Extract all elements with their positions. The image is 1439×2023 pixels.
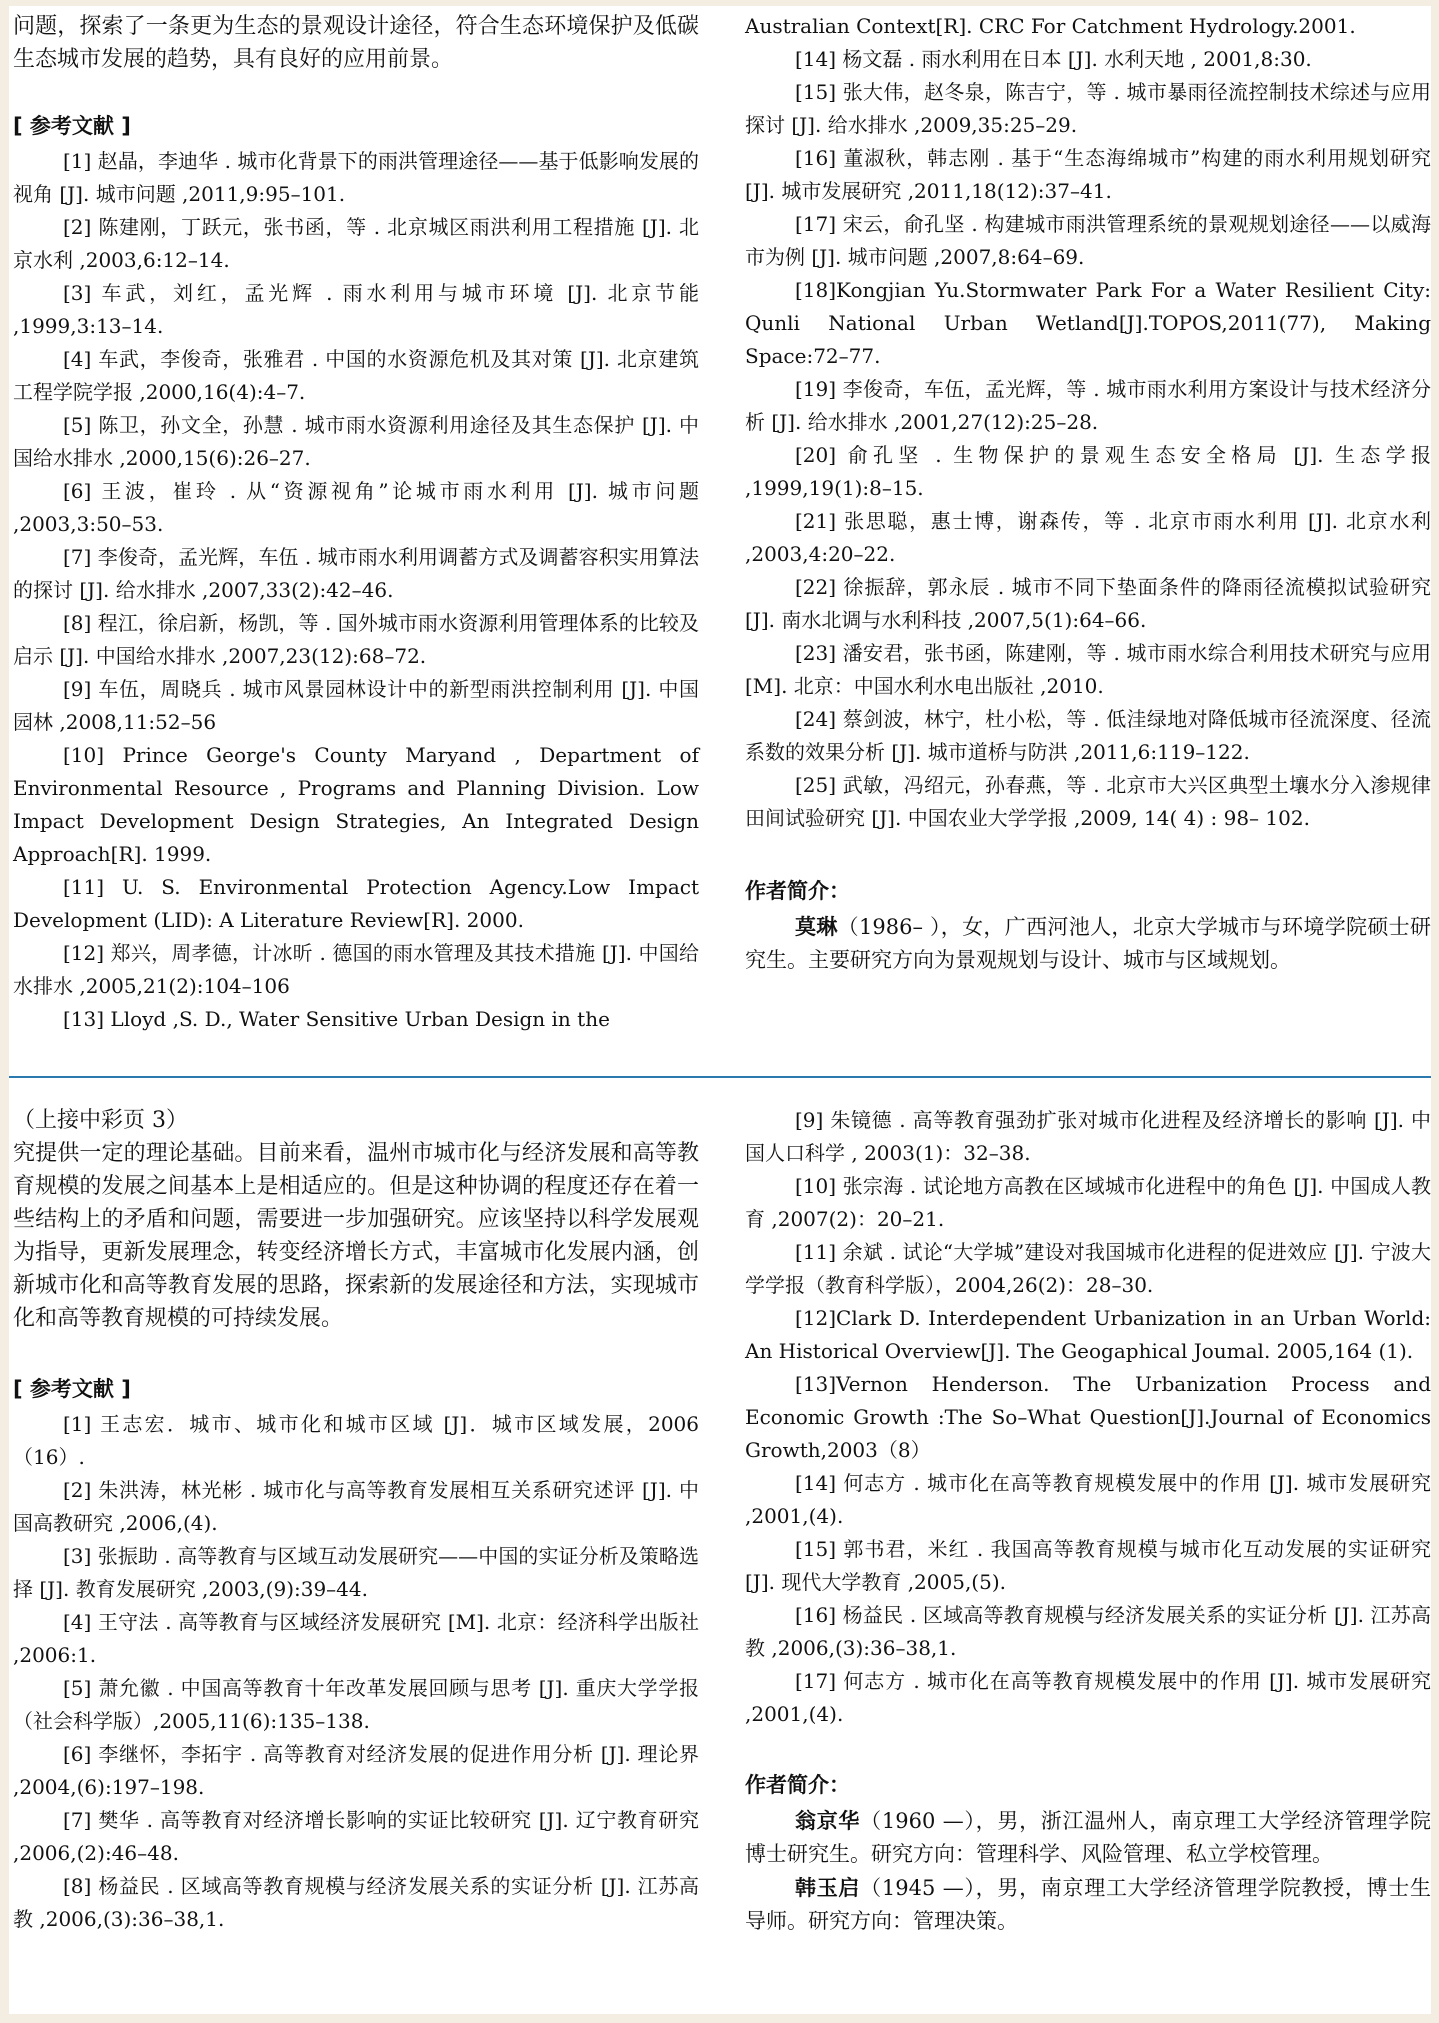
top-right-column [745, 10, 1431, 977]
reference-item: [2] 陈建刚，丁跃元，张书函，等 . 北京城区雨洪利用工程措施 [J]. 北京水利 ,2003,6:12–14. [13, 215, 699, 272]
references-list [13, 1408, 699, 1936]
reference-item: [3] 车武，刘红，孟光辉 . 雨水利用与城市环境 [J]. 北京节能 ,1999,3:13–14. [13, 281, 699, 338]
bottom-right-column [745, 1104, 1431, 1938]
reference-item: [6] 王波，崔玲 . 从“资源视角”论城市雨水利用 [J]. 城市问题 ,2003,3:50–53. [13, 479, 699, 536]
reference-item: [9] 朱镜德 . 高等教育强劲扩张对城市化进程及经济增长的影响 [J]. 中国人口科学 , 2003(1)：32–38. [745, 1108, 1431, 1165]
reference-item: [22] 徐振辞，郭永辰 . 城市不同下垫面条件的降雨径流模拟试验研究 [J]. 南水北调与水利科技 ,2007,5(1):64–66. [745, 575, 1431, 632]
reference-item: [16] 杨益民 . 区域高等教育规模与经济发展关系的实证分析 [J]. 江苏高教 ,2006,(3):36–38,1. [745, 1603, 1431, 1660]
author-bio [745, 1871, 1431, 1938]
reference-item: [11] U. S. Environmental Protection Agency.Low Impact Development (LID): A Literature Review[R]. 2000. [13, 875, 699, 932]
reference-item: [19] 李俊奇，车伍，孟光辉，等 . 城市雨水利用方案设计与技术经济分析 [J]. 给水排水 ,2001,27(12):25–28. [745, 377, 1431, 434]
conclusion-paragraph: 问题，探索了一条更为生态的景观设计途径，符合生态环境保护及低碳生态城市发展的趋势，具有良好的应用前景。 [13, 14, 699, 72]
reference-item: [14] 何志方 . 城市化在高等教育规模发展中的作用 [J]. 城市发展研究 ,2001,(4). [745, 1471, 1431, 1528]
reference-item: [7] 樊华 . 高等教育对经济增长影响的实证比较研究 [J]. 辽宁教育研究 ,2006,(2):46–48. [13, 1808, 699, 1865]
reference-item: [16] 董淑秋，韩志刚 . 基于“生态海绵城市”构建的雨水利用规划研究 [J]. 城市发展研究 ,2011,18(12):37–41. [745, 146, 1431, 203]
reference-item: [20] 俞孔坚 . 生物保护的景观生态安全格局 [J]. 生态学报 ,1999,19(1):8–15. [745, 443, 1431, 500]
reference-continuation: Australian Context[R]. CRC For Catchment Hydrology.2001. [745, 14, 1356, 38]
reference-item: [24] 蔡剑波，林宁，杜小松，等 . 低洼绿地对降低城市径流深度、径流系数的效果分析 [J]. 城市道桥与防洪 ,2011,6:119–122. [745, 707, 1431, 764]
reference-item: [6] 李继怀，李拓宇 . 高等教育对经济发展的促进作用分析 [J]. 理论界 ,2004,(6):197–198. [13, 1742, 699, 1799]
author-bios [745, 1804, 1431, 1938]
author-bio-heading: 作者简介： [745, 879, 850, 903]
reference-item: [3] 张振助 . 高等教育与区域互动发展研究——中国的实证分析及策略选择 [J]. 教育发展研究 ,2003,(9):39–44. [13, 1544, 699, 1601]
reference-item: [18]Kongjian Yu.Stormwater Park For a Water Resilient City: Qunli National Urban Wetland[J].TOPOS,2011(77), Making Space:72–77. [745, 278, 1431, 368]
author-bio-text: （1960 —），男，浙江温州人，南京理工大学经济管理学院博士研究生。研究方向：管理科学、风险管理、私立学校管理。 [745, 1809, 1431, 1866]
reference-item: [10] Prince George's County Maryand , Department of Environmental Resource , Programs and Planning Division. Low Impact Development Design Strategies, An Integrated Design Approach[R]. 1999. [13, 743, 699, 866]
reference-item: [17] 宋云，俞孔坚 . 构建城市雨洪管理系统的景观规划途径——以威海市为例 [J]. 城市问题 ,2007,8:64–69. [745, 212, 1431, 269]
conclusion-paragraph: 究提供一定的理论基础。目前来看，温州市城市化与经济发展和高等教育规模的发展之间基本上是相适应的。但是这种协调的程度还存在着一些结构上的矛盾和问题，需要进一步加强研究。应该坚持以科学发展观为指导，更新发展理念，转变经济增长方式，丰富城市化发展内涵，创新城市化和高等教育发展的思路，探索新的发展途径和方法，实现城市化和高等教育规模的可持续发展。 [13, 1141, 699, 1331]
author-bio [745, 910, 1431, 977]
reference-item: [1] 赵晶，李迪华 . 城市化背景下的雨洪管理途径——基于低影响发展的视角 [J]. 城市问题 ,2011,9:95–101. [13, 149, 699, 206]
top-article [9, 6, 1431, 1071]
author-name: 韩玉启 [795, 1875, 861, 1900]
author-bio-text: （1986– ），女，广西河池人，北京大学城市与环境学院硕士研究生。主要研究方向为景观规划与设计、城市与区域规划。 [745, 915, 1432, 972]
reference-item: [25] 武敏，冯绍元，孙春燕，等 . 北京市大兴区典型土壤水分入渗规律田间试验研究 [J]. 中国农业大学学报 ,2009, 14( 4) : 98– 102. [745, 773, 1431, 830]
reference-item: [23] 潘安君，张书函，陈建刚，等 . 城市雨水综合利用技术研究与应用 [M]. 北京：中国水利水电出版社 ,2010. [745, 641, 1431, 698]
reference-item: [2] 朱洪涛，林光彬 . 城市化与高等教育发展相互关系研究述评 [J]. 中国高教研究 ,2006,(4). [13, 1478, 699, 1535]
top-left-column [13, 10, 699, 1036]
reference-item: [13]Vernon Henderson. The Urbanization Process and Economic Growth :The So–What Question[J].Journal of Economics Growth,2003（8） [745, 1372, 1431, 1462]
references-heading: [ 参考文献 ] [13, 114, 131, 138]
reference-item: [1] 王志宏．城市、城市化和城市区域 [J]．城市区域发展，2006（16）. [13, 1412, 699, 1469]
article-divider [9, 1076, 1431, 1078]
author-name: 莫琳 [795, 914, 838, 939]
references-list [745, 1104, 1431, 1731]
reference-item: [15] 张大伟，赵冬泉，陈吉宁，等 . 城市暴雨径流控制技术综述与应用探讨 [J]. 给水排水 ,2009,35:25–29. [745, 80, 1431, 137]
continued-note: （上接中彩页 3） [13, 1108, 188, 1133]
author-bio-text: （1945 —），男，南京理工大学经济管理学院教授，博士生导师。研究方向：管理决策。 [745, 1876, 1431, 1933]
references-list [745, 43, 1431, 835]
bottom-article [9, 1094, 1431, 2014]
reference-item: [8] 程江，徐启新，杨凯，等 . 国外城市雨水资源利用管理体系的比较及启示 [J]. 中国给水排水 ,2007,23(12):68–72. [13, 611, 699, 668]
author-name: 翁京华 [795, 1808, 861, 1833]
author-bio [745, 1804, 1431, 1871]
reference-item: [10] 张宗海 . 试论地方高教在区域城市化进程中的角色 [J]. 中国成人教育 ,2007(2)：20–21. [745, 1174, 1431, 1231]
reference-item: [7] 李俊奇，孟光辉，车伍 . 城市雨水利用调蓄方式及调蓄容积实用算法的探讨 [J]. 给水排水 ,2007,33(2):42–46. [13, 545, 699, 602]
reference-item: [21] 张思聪，惠士博，谢森传，等 . 北京市雨水利用 [J]. 北京水利 ,2003,4:20–22. [745, 509, 1431, 566]
reference-item: [13] Lloyd ,S. D., Water Sensitive Urban Design in the [63, 1007, 610, 1031]
author-bio-heading: 作者简介： [745, 1773, 850, 1797]
journal-page [9, 6, 1431, 2014]
reference-item: [15] 郭书君，米红 . 我国高等教育规模与城市化互动发展的实证研究 [J]. 现代大学教育 ,2005,(5). [745, 1537, 1431, 1594]
bottom-left-column [13, 1104, 699, 1936]
reference-item: [12] 郑兴，周孝德，计冰昕 . 德国的雨水管理及其技术措施 [J]. 中国给水排水 ,2005,21(2):104–106 [13, 941, 699, 998]
reference-item: [8] 杨益民 . 区域高等教育规模与经济发展关系的实证分析 [J]. 江苏高教 ,2006,(3):36–38,1. [13, 1874, 699, 1931]
reference-item: [11] 余斌 . 试论“大学城”建设对我国城市化进程的促进效应 [J]. 宁波大学学报（教育科学版），2004,26(2)：28–30. [745, 1240, 1431, 1297]
reference-item: [9] 车伍，周晓兵 . 城市风景园林设计中的新型雨洪控制利用 [J]. 中国园林 ,2008,11:52–56 [13, 677, 699, 734]
reference-item: [12]Clark D. Interdependent Urbanization in an Urban World: An Historical Overview[J]. The Geogaphical Joumal. 2005,164 (1). [745, 1306, 1431, 1363]
references-heading: [ 参考文献 ] [13, 1377, 131, 1401]
reference-item: [17] 何志方 . 城市化在高等教育规模发展中的作用 [J]. 城市发展研究 ,2001,(4). [745, 1669, 1431, 1726]
references-list [13, 145, 699, 1036]
reference-item: [5] 陈卫，孙文全，孙慧 . 城市雨水资源利用途径及其生态保护 [J]. 中国给水排水 ,2000,15(6):26–27. [13, 413, 699, 470]
reference-item: [5] 萧允徽 . 中国高等教育十年改革发展回顾与思考 [J]. 重庆大学学报（社会科学版）,2005,11(6):135–138. [13, 1676, 699, 1733]
reference-item: [14] 杨文磊 . 雨水利用在日本 [J]. 水利天地 , 2001,8:30. [795, 47, 1312, 71]
reference-item: [4] 王守法 . 高等教育与区域经济发展研究 [M]. 北京：经济科学出版社 ,2006:1. [13, 1610, 699, 1667]
reference-item: [4] 车武，李俊奇，张雅君 . 中国的水资源危机及其对策 [J]. 北京建筑工程学院学报 ,2000,16(4):4–7. [13, 347, 699, 404]
